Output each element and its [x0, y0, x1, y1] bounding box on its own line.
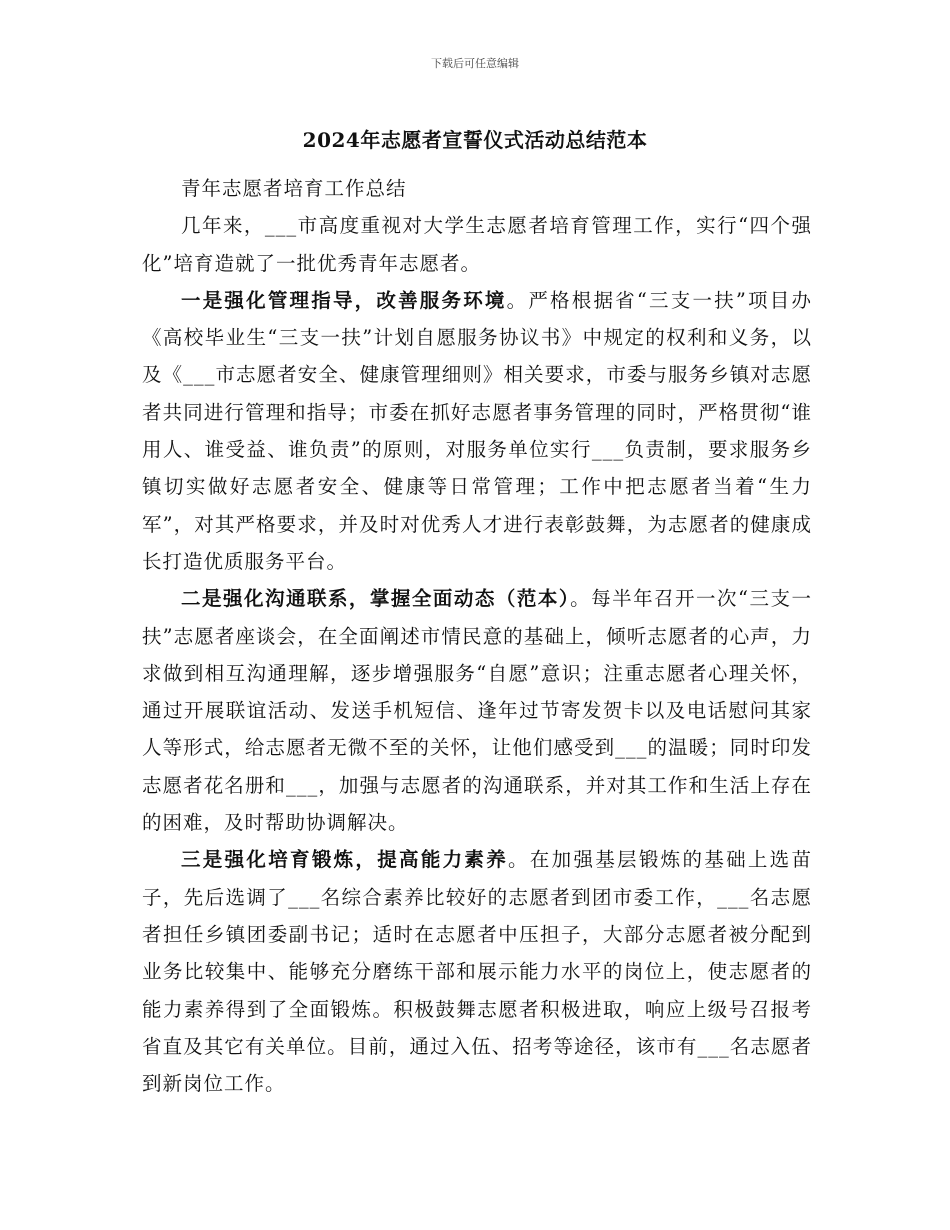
paragraph-lead: 一是强化管理指导，改善服务环境	[181, 288, 507, 312]
paragraph-text: 。严格根据省“三支一扶”项目办《高校毕业生“三支一扶”计划自愿服务协议书》中规定的权利和义务，以及《___市志愿者安全、健康管理细则》相关要求，市委与服务乡镇对志愿者共同进行管理和指导；市委在抓好志愿者事务管理的同时，严格贯彻“谁用人、谁受益、谁负责”的原则，对服务单位实行___负责制，要求服务乡镇切实做好志愿者安全、健康等日常管理；工作中把志愿者当着“生力军”，对其严格要求，并及时对优秀人才进行表彰鼓舞，为志愿者的健康成长打造优质服务平台。	[142, 288, 812, 573]
paragraph-lead: 三是强化培育锻炼，提高能力素养	[181, 848, 509, 872]
paragraph-training	[142, 841, 812, 1102]
paragraph-communication	[142, 580, 812, 841]
document-title: 2024年志愿者宣誓仪式活动总结范本	[302, 128, 648, 152]
page-header-note: 下载后可任意编辑	[431, 57, 519, 70]
paragraph-lead: 二是强化沟通联系，掌握全面动态（范本）	[181, 587, 571, 611]
document-body	[142, 170, 812, 1102]
paragraph-text: 。在加强基层锻炼的基础上选苗子，先后选调了___名综合素养比较好的志愿者到团市委工作，___名志愿者担任乡镇团委副书记；适时在志愿者中压担子，大部分志愿者被分配到业务比较集中、能够充分磨练干部和展示能力水平的岗位上，使志愿者的能力素养得到了全面锻炼。积极鼓舞志愿者积极进取，响应上级号召报考省直及其它有关单位。目前，通过入伍、招考等途径，该市有___名志愿者到新岗位工作。	[142, 848, 812, 1096]
paragraph-management	[142, 282, 812, 580]
document-subtitle: 青年志愿者培育工作总结	[181, 177, 407, 200]
paragraph-intro	[142, 207, 812, 282]
paragraph-text: 几年来，___市高度重视对大学生志愿者培育管理工作，实行“四个强化”培育造就了一批优秀青年志愿者。	[142, 214, 812, 275]
paragraph-text: 。每半年召开一次“三支一扶”志愿者座谈会，在全面阐述市情民意的基础上，倾听志愿者的心声，力求做到相互沟通理解，逐步增强服务“自愿”意识；注重志愿者心理关怀，通过开展联谊活动、发送手机短信、逢年过节寄发贺卡以及电话慰问其家人等形式，给志愿者无微不至的关怀，让他们感受到___的温暖；同时印发志愿者花名册和___，加强与志愿者的沟通联系，并对其工作和生活上存在的困难，及时帮助协调解决。	[142, 587, 812, 835]
